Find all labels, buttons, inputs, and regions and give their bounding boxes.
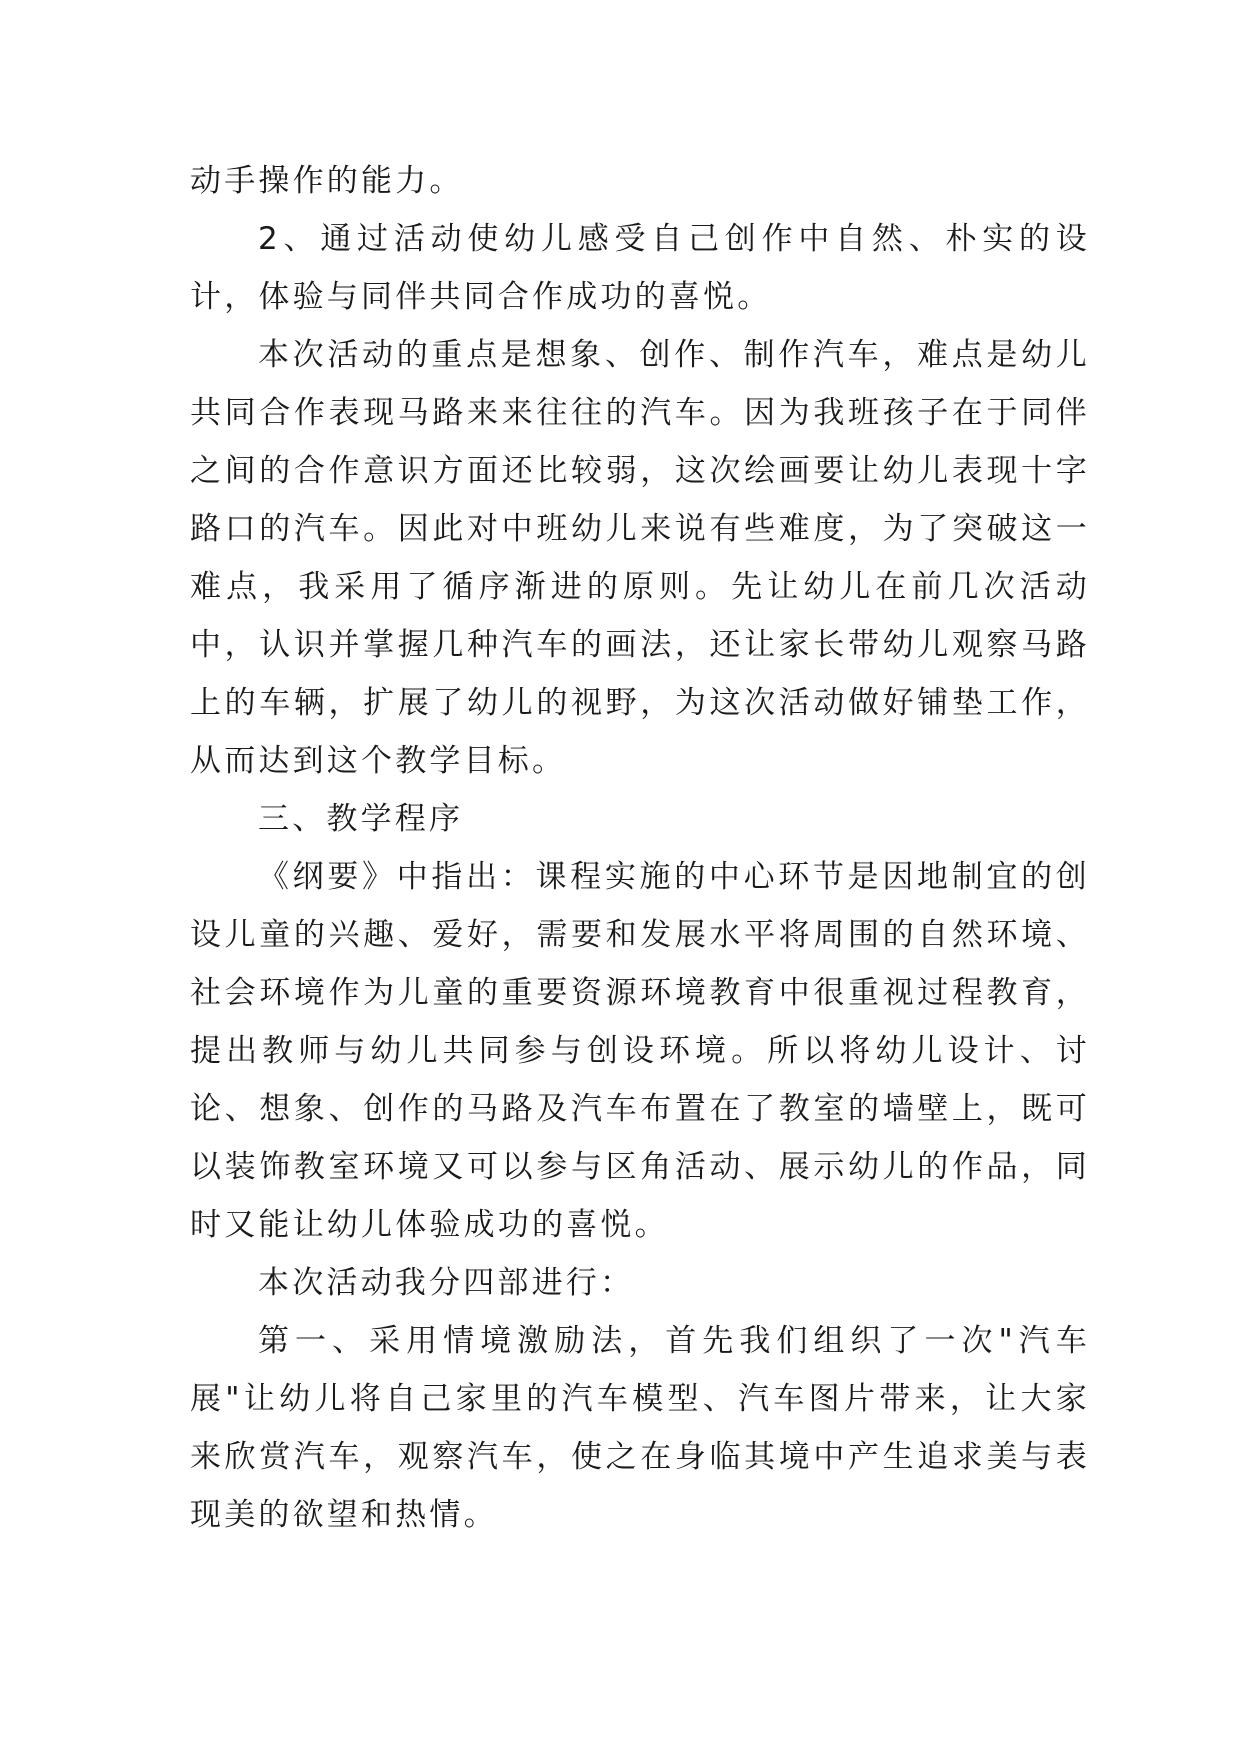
paragraph-2: 2、通过活动使幼儿感受自己创作中自然、朴实的设计，体验与同伴共同合作成功的喜悦。: [190, 221, 1090, 315]
body-text: [190, 152, 1090, 1544]
paragraph-3: 本次活动的重点是想象、创作、制作汽车，难点是幼儿共同合作表现马路来来往往的汽车。因为我班孩子在于同伴之间的合作意识方面还比较弱，这次绘画要让幼儿表现十字路口的汽车。因此对中班幼儿来说有些难度，为了突破这一难点，我采用了循序渐进的原则。先让幼儿在前几次活动中，认识并掌握几种汽车的画法，还让家长带幼儿观察马路上的车辆，扩展了幼儿的视野，为这次活动做好铺垫工作，从而达到这个教学目标。: [190, 337, 1090, 779]
paragraph-4: 《纲要》中指出：课程实施的中心环节是因地制宜的创设儿童的兴趣、爱好，需要和发展水平将周围的自然环境、社会环境作为儿童的重要资源环境教育中很重视过程教育，提出教师与幼儿共同参与创设环境。所以将幼儿设计、讨论、想象、创作的马路及汽车布置在了教室的墙壁上，既可以装饰教室环境又可以参与区角活动、展示幼儿的作品，同时又能让幼儿体验成功的喜悦。: [190, 859, 1090, 1243]
paragraph-6: 第一、采用情境激励法，首先我们组织了一次"汽车展"让幼儿将自己家里的汽车模型、汽车图片带来，让大家来欣赏汽车，观察汽车，使之在身临其境中产生追求美与表现美的欲望和热情。: [190, 1323, 1090, 1533]
paragraph-1: 动手操作的能力。: [190, 163, 464, 199]
section-heading: 三、教学程序: [258, 801, 464, 837]
paragraph-5: 本次活动我分四部进行：: [258, 1265, 635, 1301]
